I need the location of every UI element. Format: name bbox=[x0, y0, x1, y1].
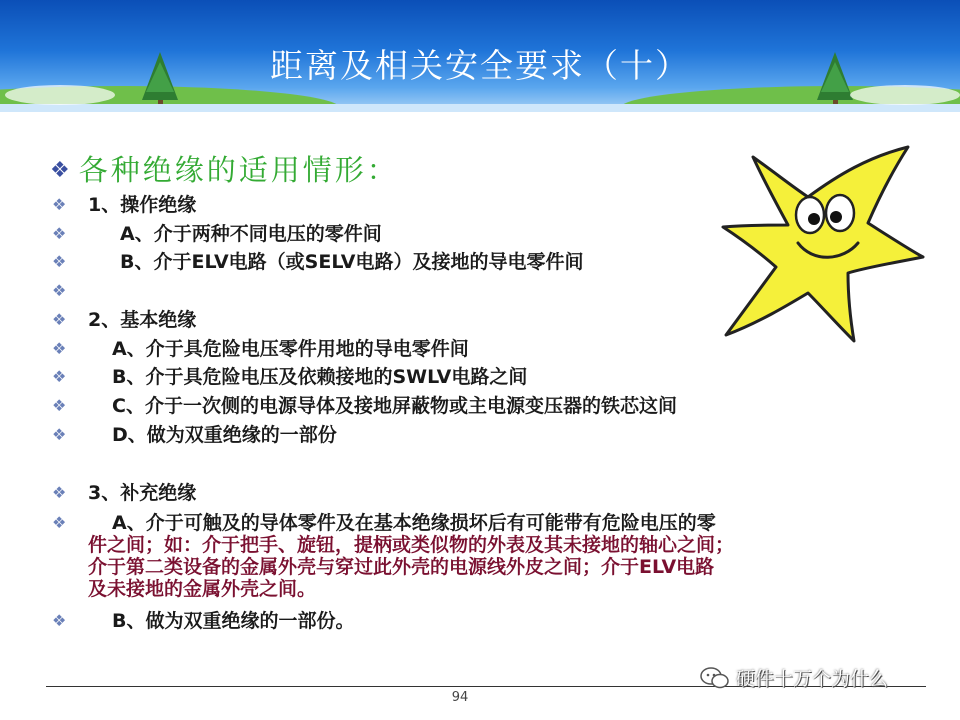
list-item-paragraph bbox=[52, 512, 912, 600]
list-item bbox=[52, 251, 584, 273]
diamond-bullet-icon: ❖ bbox=[52, 483, 67, 502]
diamond-bullet-icon: ❖ bbox=[52, 611, 67, 630]
list-item bbox=[52, 194, 196, 216]
slide-header bbox=[0, 0, 960, 112]
list-item bbox=[52, 338, 469, 360]
diamond-bullet-icon: ❖ bbox=[52, 252, 67, 271]
paragraph-continuation: 件之间；如：介于把手、旋钮，提柄或类似物的外表及其未接地的轴心之间； 介于第二类设备的金属外壳与穿过此外壳的电源线外皮之间；介于ELV电路 及未接地的金属外壳之间。 bbox=[88, 534, 735, 600]
wechat-icon bbox=[700, 666, 730, 690]
diamond-bullet-icon: ❖ bbox=[52, 367, 67, 386]
diamond-bullet-icon: ❖ bbox=[52, 310, 67, 329]
diamond-bullet-icon: ❖ bbox=[52, 195, 67, 214]
diamond-bullet-icon: ❖ bbox=[52, 281, 67, 300]
diamond-bullet-icon: ❖ bbox=[52, 513, 67, 532]
section-heading bbox=[50, 148, 399, 189]
list-item-text: B、做为双重绝缘的一部份。 bbox=[112, 610, 355, 632]
list-item bbox=[52, 366, 527, 388]
cartoon-star-icon bbox=[718, 145, 930, 345]
list-item-text: 2、基本绝缘 bbox=[88, 309, 197, 331]
list-item bbox=[52, 424, 337, 446]
diamond-bullet-icon: ❖ bbox=[52, 339, 67, 358]
list-item-text: B、介于具危险电压及依赖接地的SWLV电路之间 bbox=[112, 366, 528, 388]
diamond-bullet-icon: ❖ bbox=[52, 425, 67, 444]
list-item-text: 1、操作绝缘 bbox=[88, 194, 197, 216]
list-item-text: D、做为双重绝缘的一部份 bbox=[112, 424, 337, 446]
list-item bbox=[52, 395, 677, 417]
list-item bbox=[52, 309, 196, 331]
watermark-text: 硬件十万个为什么 bbox=[736, 668, 889, 690]
list-item bbox=[52, 223, 382, 245]
list-item-text: B、介于ELV电路（或SELV电路）及接地的导电零件间 bbox=[120, 251, 584, 273]
list-item-text: A、介于具危险电压零件用地的导电零件间 bbox=[112, 338, 469, 360]
page-number: 94 bbox=[451, 690, 469, 705]
diamond-bullet-icon: ❖ bbox=[52, 396, 67, 415]
page-title: 距离及相关安全要求（十） bbox=[270, 46, 690, 85]
list-item-text: 3、补充绝缘 bbox=[88, 482, 197, 504]
list-item bbox=[52, 482, 196, 504]
list-item-text: C、介于一次侧的电源导体及接地屏蔽物或主电源变压器的铁芯这间 bbox=[112, 395, 677, 417]
paragraph-first-line: A、介于可触及的导体零件及在基本绝缘损坏后有可能带有危险电压的零 bbox=[112, 512, 716, 534]
list-item bbox=[52, 610, 354, 632]
section-heading-text: 各种绝缘的适用情形： bbox=[78, 153, 399, 187]
list-item-text: A、介于两种不同电压的零件间 bbox=[120, 223, 382, 245]
diamond-bullet-icon: ❖ bbox=[52, 224, 67, 243]
diamond-bullet-icon: ❖ bbox=[50, 158, 73, 183]
